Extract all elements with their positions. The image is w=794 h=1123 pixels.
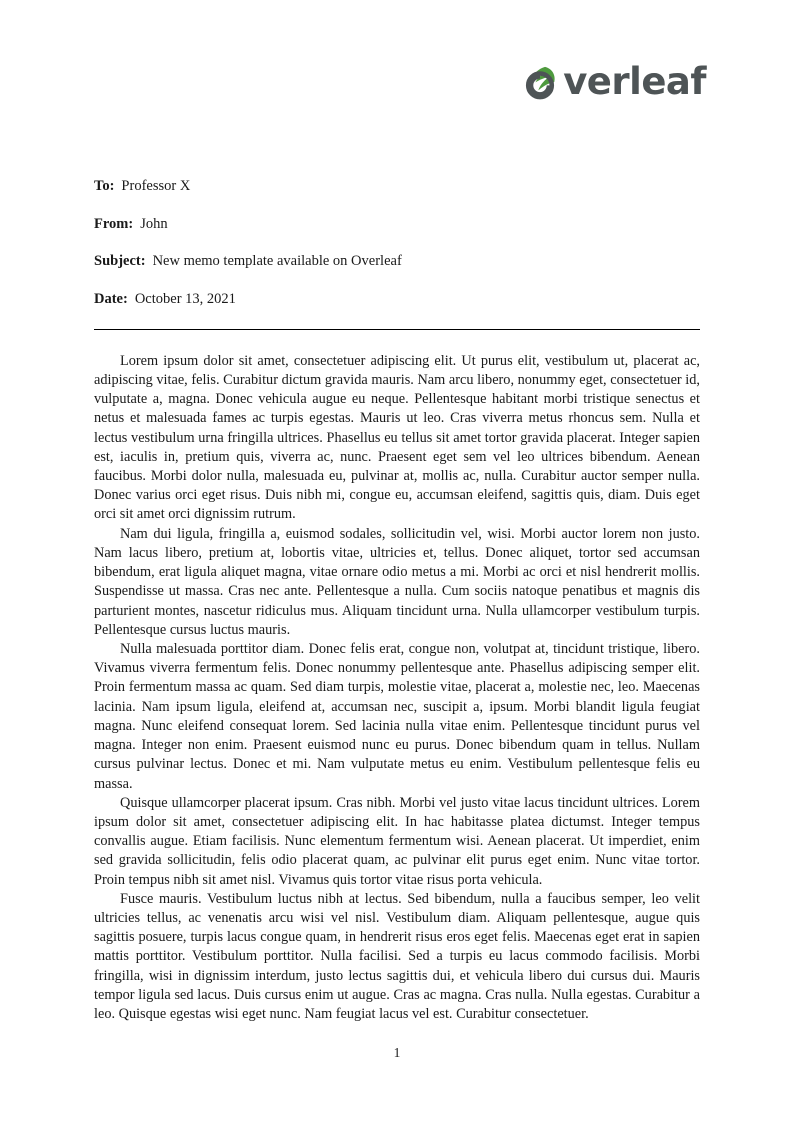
body-paragraph: Lorem ipsum dolor sit amet, consectetuer adipiscing elit. Ut purus elit, vestibulum ut, placerat ac, adipiscing vitae, felis. Curabitur dictum gravida mauris. Nam arcu libero, nonummy eget, consectetuer id, vulputate a, magna. Donec vehicula augue eu neque. Pellentesque habitant morbi tristique senectus et netus et malesuada fames ac turpis egestas. Mauris ut leo. Cras viverra metus rhoncus sem. Nulla et lectus vestibulum urna fringilla ultrices. Phasellus eu tellus sit amet tortor gravida placerat. Integer sapien est, iaculis in, pretium quis, viverra ac, nunc. Praesent eget sem vel leo ultrices bibendum. Aenean faucibus. Morbi dolor nulla, malesuada eu, pulvinar at, mollis ac, nulla. Curabitur auctor semper nulla. Donec varius orci eget risus. Duis nibh mi, congue eu, accumsan eleifend, sagittis quis, diam. Duis eget orci sit amet orci dignissim rutrum. bbox=[94, 352, 700, 523]
body-paragraph: Quisque ullamcorper placerat ipsum. Cras nibh. Morbi vel justo vitae lacus tincidunt ultrices. Lorem ipsum dolor sit amet, consectetuer adipiscing elit. In hac habitasse platea dictumst. Integer tempus convallis augue. Etiam facilisis. Nunc elementum fermentum wisi. Aenean placerat. Ut imperdiet, enim sed gravida sollicitudin, felis odio placerat quam, ac pulvinar elit purus eget enim. Nunc vitae tortor. Proin tempus nibh sit amet nisl. Vivamus quis tortor vitae risus porta vehicula. bbox=[94, 794, 700, 888]
memo-field-subject-label: Subject: bbox=[94, 253, 146, 270]
memo-field-from-label: From: bbox=[94, 215, 134, 232]
page-number: 1 bbox=[393, 1045, 401, 1060]
overleaf-wordmark-text: verleaf bbox=[563, 60, 706, 103]
memo-field-subject bbox=[94, 253, 700, 270]
memo-field-to-label: To: bbox=[94, 178, 115, 194]
memo-field-date bbox=[94, 291, 700, 308]
memo-field-from-value: John bbox=[140, 215, 168, 232]
overleaf-logo bbox=[519, 60, 706, 104]
memo-field-to bbox=[94, 178, 700, 195]
horizontal-rule bbox=[94, 329, 700, 330]
memo-field-date-label: Date: bbox=[94, 291, 128, 308]
memo-field-from bbox=[94, 216, 700, 233]
body-paragraph: Nulla malesuada porttitor diam. Donec felis erat, congue non, volutpat at, tincidunt tristique, libero. Vivamus viverra fermentum felis. Donec nonummy pellentesque ante. Phasellus adipiscing semper elit. Proin fermentum massa ac quam. Sed diam turpis, molestie vitae, placerat a, molestie nec, leo. Maecenas lacinia. Nam ipsum ligula, eleifend at, accumsan nec, suscipit a, ipsum. Morbi blandit ligula feugiat magna. Nunc eleifend consequat lorem. Sed lacinia nulla vitae enim. Pellentesque tincidunt purus vel magna. Integer non enim. Praesent euismod nunc eu purus. Donec bibendum quam in tellus. Nullam cursus pulvinar lectus. Donec et mi. Nam vulputate metus eu enim. Vestibulum pellentesque felis eu massa. bbox=[94, 640, 700, 792]
overleaf-leaf-icon bbox=[519, 61, 561, 103]
memo-field-subject-value: New memo template available on Overleaf bbox=[152, 253, 402, 270]
overleaf-wordmark bbox=[563, 61, 706, 103]
memo-field-date-value: October 13, 2021 bbox=[134, 291, 236, 308]
body-paragraph: Nam dui ligula, fringilla a, euismod sodales, sollicitudin vel, wisi. Morbi auctor lorem non justo. Nam lacus libero, pretium at, lobortis vitae, ultricies et, tellus. Donec aliquet, tortor sed accumsan bibendum, erat ligula aliquet magna, vitae ornare odio metus a mi. Morbi ac orci et nisl hendrerit mollis. Suspendisse ut massa. Cras nec ante. Pellentesque a nulla. Cum sociis natoque penatibus et magnis dis parturient montes, nascetur ridiculus mus. Aliquam tincidunt urna. Nulla ullamcorper vestibulum turpis. Pellentesque cursus luctus mauris. bbox=[94, 525, 700, 638]
memo-content bbox=[94, 178, 700, 1024]
body-paragraph: Fusce mauris. Vestibulum luctus nibh at lectus. Sed bibendum, nulla a faucibus semper, leo velit ultricies tellus, ac venenatis arcu wisi vel nisl. Vestibulum diam. Aliquam pellentesque, augue quis sagittis posuere, turpis lacus congue quam, in hendrerit risus eros eget felis. Maecenas eget erat in sapien mattis porttitor. Vestibulum porttitor. Nulla facilisi. Sed a turpis eu lacus commodo facilisis. Morbi fringilla, wisi in dignissim interdum, justo lectus sagittis dui, et vehicula libero dui cursus dui. Mauris tempor ligula sed lacus. Duis cursus enim ut augue. Cras ac magna. Cras nulla. Nulla egestas. Curabitur a leo. Quisque egestas wisi eget nunc. Nam feugiat lacus vel est. Curabitur consectetuer. bbox=[94, 890, 700, 1023]
memo-field-to-value: Professor X bbox=[121, 178, 191, 194]
memo-body bbox=[94, 352, 700, 1025]
